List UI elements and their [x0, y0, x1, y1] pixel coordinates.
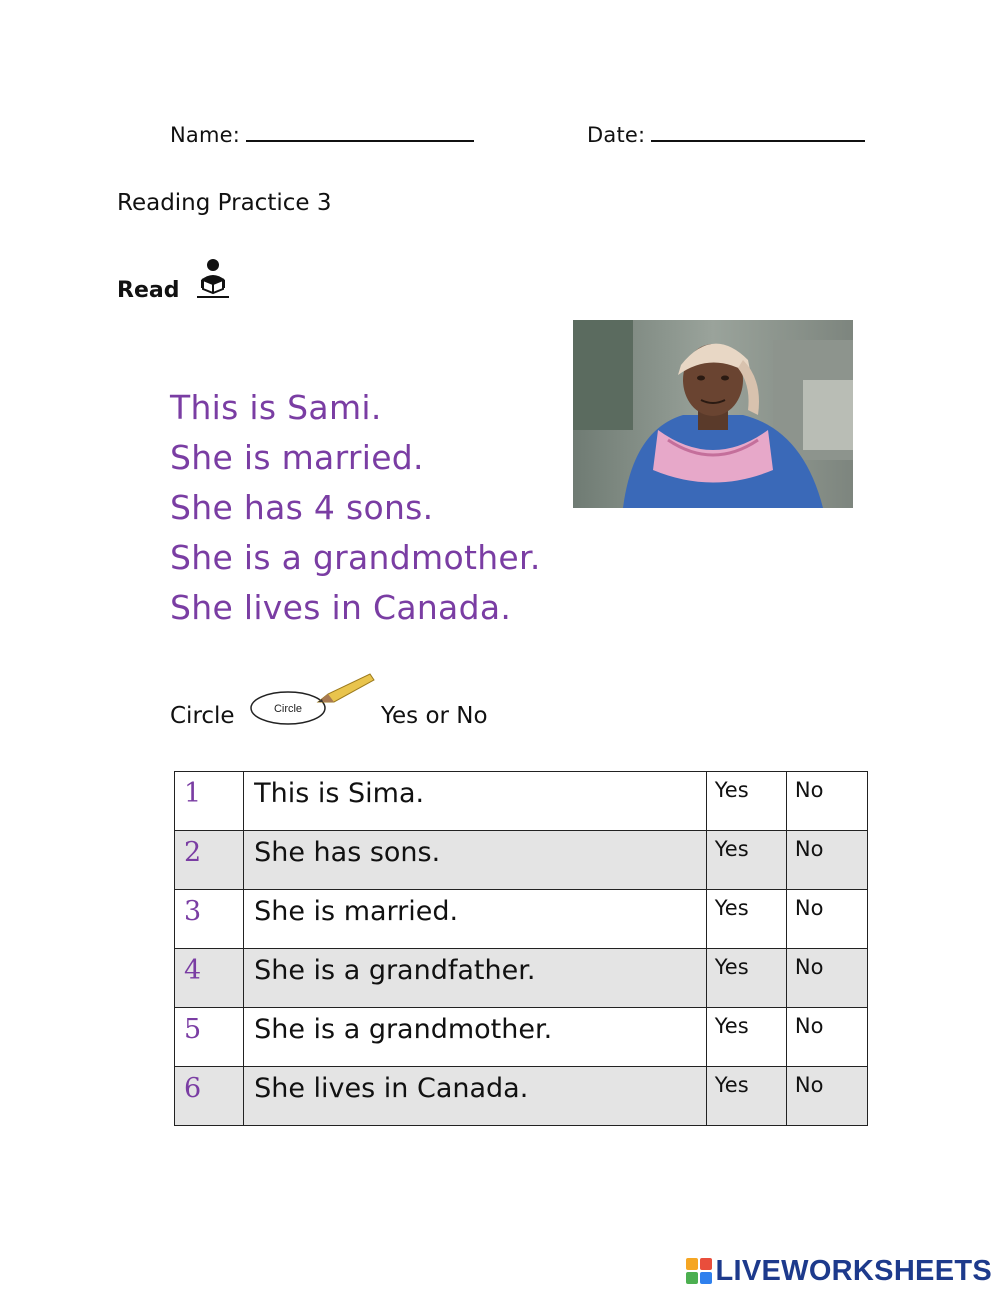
table-row [175, 831, 868, 890]
name-blank[interactable] [246, 120, 474, 142]
liveworksheets-logo-text: LIVEWORKSHEETS [715, 1254, 992, 1287]
story-line: She is married. [170, 438, 424, 477]
yes-no-questions-table [174, 771, 868, 1126]
question-number: 5 [175, 1008, 244, 1067]
table-row [175, 1067, 868, 1126]
story-text [170, 385, 541, 635]
question-number: 3 [175, 890, 244, 949]
table-row [175, 890, 868, 949]
question-number: 4 [175, 949, 244, 1008]
question-statement: She lives in Canada. [244, 1067, 707, 1126]
table-row [175, 949, 868, 1008]
read-heading: Read [117, 278, 180, 303]
question-statement: She is a grandfather. [244, 949, 707, 1008]
date-field [587, 120, 865, 147]
name-label: Name: [170, 123, 241, 147]
liveworksheets-logo-icon [686, 1258, 712, 1284]
no-option[interactable]: No [786, 831, 867, 890]
instruction-row [170, 700, 570, 740]
question-statement: She is a grandmother. [244, 1008, 707, 1067]
yes-or-no-label: Yes or No [381, 703, 488, 729]
date-label: Date: [587, 123, 646, 147]
liveworksheets-logo[interactable] [686, 1254, 993, 1288]
circle-example-text: Circle [273, 703, 303, 715]
table-row [175, 1008, 868, 1067]
date-blank[interactable] [651, 120, 865, 142]
grandmother-photo [573, 320, 853, 508]
question-statement: She is married. [244, 890, 707, 949]
no-option[interactable]: No [786, 1008, 867, 1067]
yes-option[interactable]: Yes [706, 1067, 786, 1126]
circle-instruction-label: Circle [170, 703, 235, 729]
yes-option[interactable]: Yes [706, 1008, 786, 1067]
question-statement: This is Sima. [244, 772, 707, 831]
yes-option[interactable]: Yes [706, 831, 786, 890]
story-line: She is a grandmother. [170, 538, 541, 577]
reading-person-icon [193, 256, 233, 300]
question-number: 6 [175, 1067, 244, 1126]
question-statement: She has sons. [244, 831, 707, 890]
story-line: This is Sami. [170, 388, 382, 427]
question-number: 2 [175, 831, 244, 890]
no-option[interactable]: No [786, 1067, 867, 1126]
story-line: She has 4 sons. [170, 488, 434, 527]
yes-option[interactable]: Yes [706, 772, 786, 831]
no-option[interactable]: No [786, 772, 867, 831]
question-number: 1 [175, 772, 244, 831]
story-line: She lives in Canada. [170, 588, 512, 627]
yes-option[interactable]: Yes [706, 890, 786, 949]
yes-option[interactable]: Yes [706, 949, 786, 1008]
no-option[interactable]: No [786, 949, 867, 1008]
no-option[interactable]: No [786, 890, 867, 949]
circle-pencil-illustration [248, 672, 378, 732]
worksheet-title: Reading Practice 3 [117, 190, 332, 216]
name-field [170, 120, 474, 147]
table-row [175, 772, 868, 831]
